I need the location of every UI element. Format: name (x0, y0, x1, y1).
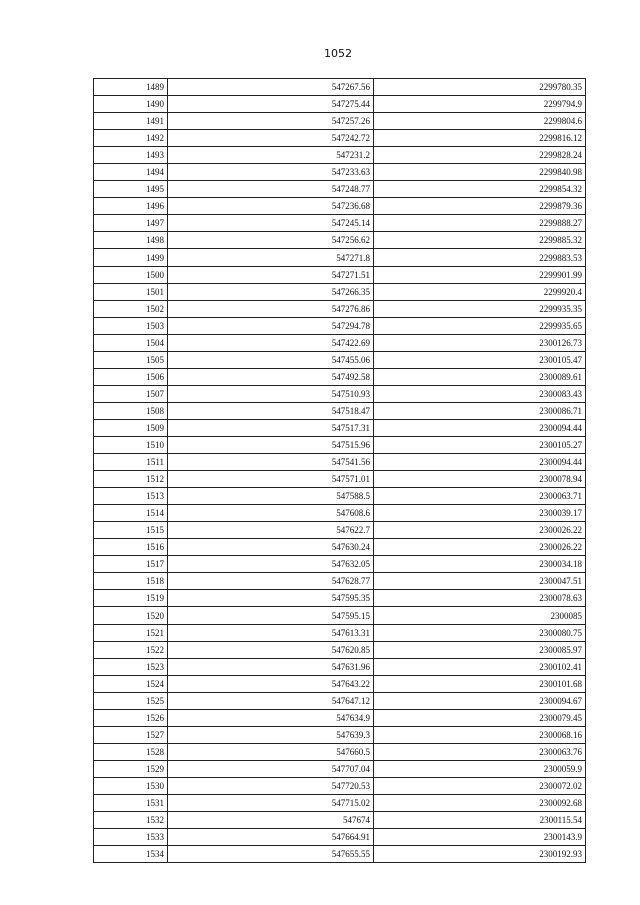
point-number-cell: 1521 (94, 624, 168, 641)
table-row (94, 113, 586, 130)
y-coordinate-cell: 2300063.71 (374, 488, 586, 505)
x-coordinate-cell: 547248.77 (168, 181, 374, 198)
table-row (94, 79, 586, 96)
y-coordinate-cell: 2300085 (374, 607, 586, 624)
x-coordinate-cell: 547608.6 (168, 505, 374, 522)
table-row (94, 368, 586, 385)
table-row (94, 215, 586, 232)
point-number-cell: 1530 (94, 777, 168, 794)
x-coordinate-cell: 547271.51 (168, 266, 374, 283)
coordinate-table (93, 78, 586, 863)
table-row (94, 436, 586, 453)
y-coordinate-cell: 2299780.35 (374, 79, 586, 96)
table-row (94, 709, 586, 726)
point-number-cell: 1500 (94, 266, 168, 283)
table-row (94, 147, 586, 164)
table-row (94, 402, 586, 419)
table-row (94, 760, 586, 777)
y-coordinate-cell: 2300115.54 (374, 812, 586, 829)
table-row (94, 794, 586, 811)
point-number-cell: 1522 (94, 641, 168, 658)
table-row (94, 607, 586, 624)
y-coordinate-cell: 2299885.32 (374, 232, 586, 249)
x-coordinate-cell: 547276.86 (168, 300, 374, 317)
point-number-cell: 1512 (94, 471, 168, 488)
table-row (94, 164, 586, 181)
y-coordinate-cell: 2300072.02 (374, 777, 586, 794)
y-coordinate-cell: 2300078.63 (374, 590, 586, 607)
table-row (94, 692, 586, 709)
table-row (94, 846, 586, 863)
point-number-cell: 1532 (94, 812, 168, 829)
point-number-cell: 1494 (94, 164, 168, 181)
x-coordinate-cell: 547720.53 (168, 777, 374, 794)
y-coordinate-cell: 2299816.12 (374, 130, 586, 147)
table-row (94, 522, 586, 539)
table-row (94, 181, 586, 198)
y-coordinate-cell: 2300092.68 (374, 794, 586, 811)
y-coordinate-cell: 2299935.35 (374, 300, 586, 317)
point-number-cell: 1519 (94, 590, 168, 607)
x-coordinate-cell: 547595.15 (168, 607, 374, 624)
table-row (94, 812, 586, 829)
point-number-cell: 1499 (94, 249, 168, 266)
x-coordinate-cell: 547630.24 (168, 539, 374, 556)
table-row (94, 624, 586, 641)
point-number-cell: 1508 (94, 402, 168, 419)
point-number-cell: 1527 (94, 726, 168, 743)
x-coordinate-cell: 547266.35 (168, 283, 374, 300)
x-coordinate-cell: 547515.96 (168, 436, 374, 453)
point-number-cell: 1523 (94, 658, 168, 675)
x-coordinate-cell: 547267.56 (168, 79, 374, 96)
x-coordinate-cell: 547588.5 (168, 488, 374, 505)
y-coordinate-cell: 2299901.99 (374, 266, 586, 283)
table-row (94, 300, 586, 317)
x-coordinate-cell: 547631.96 (168, 658, 374, 675)
table-row (94, 334, 586, 351)
point-number-cell: 1496 (94, 198, 168, 215)
x-coordinate-cell: 547655.55 (168, 846, 374, 863)
point-number-cell: 1489 (94, 79, 168, 96)
point-number-cell: 1515 (94, 522, 168, 539)
y-coordinate-cell: 2300192.93 (374, 846, 586, 863)
x-coordinate-cell: 547236.68 (168, 198, 374, 215)
table-row (94, 539, 586, 556)
y-coordinate-cell: 2300105.27 (374, 436, 586, 453)
x-coordinate-cell: 547492.58 (168, 368, 374, 385)
x-coordinate-cell: 547518.47 (168, 402, 374, 419)
y-coordinate-cell: 2299840.98 (374, 164, 586, 181)
x-coordinate-cell: 547715.02 (168, 794, 374, 811)
x-coordinate-cell: 547634.9 (168, 709, 374, 726)
x-coordinate-cell: 547233.63 (168, 164, 374, 181)
point-number-cell: 1517 (94, 556, 168, 573)
y-coordinate-cell: 2300063.76 (374, 743, 586, 760)
point-number-cell: 1492 (94, 130, 168, 147)
table-row (94, 317, 586, 334)
table-row (94, 385, 586, 402)
point-number-cell: 1520 (94, 607, 168, 624)
point-number-cell: 1511 (94, 454, 168, 471)
x-coordinate-cell: 547613.31 (168, 624, 374, 641)
y-coordinate-cell: 2300068.16 (374, 726, 586, 743)
y-coordinate-cell: 2300047.51 (374, 573, 586, 590)
y-coordinate-cell: 2300101.68 (374, 675, 586, 692)
y-coordinate-cell: 2300086.71 (374, 402, 586, 419)
x-coordinate-cell: 547622.7 (168, 522, 374, 539)
y-coordinate-cell: 2299804.6 (374, 113, 586, 130)
y-coordinate-cell: 2300094.67 (374, 692, 586, 709)
x-coordinate-cell: 547256.62 (168, 232, 374, 249)
y-coordinate-cell: 2300105.47 (374, 351, 586, 368)
y-coordinate-cell: 2300059.9 (374, 760, 586, 777)
table-row (94, 266, 586, 283)
point-number-cell: 1513 (94, 488, 168, 505)
y-coordinate-cell: 2300026.22 (374, 522, 586, 539)
point-number-cell: 1526 (94, 709, 168, 726)
y-coordinate-cell: 2300034.18 (374, 556, 586, 573)
point-number-cell: 1518 (94, 573, 168, 590)
point-number-cell: 1498 (94, 232, 168, 249)
table-row (94, 573, 586, 590)
table-row (94, 198, 586, 215)
y-coordinate-cell: 2300094.44 (374, 419, 586, 436)
point-number-cell: 1528 (94, 743, 168, 760)
x-coordinate-cell: 547257.26 (168, 113, 374, 130)
x-coordinate-cell: 547242.72 (168, 130, 374, 147)
point-number-cell: 1504 (94, 334, 168, 351)
table-row (94, 419, 586, 436)
point-number-cell: 1491 (94, 113, 168, 130)
x-coordinate-cell: 547628.77 (168, 573, 374, 590)
x-coordinate-cell: 547660.5 (168, 743, 374, 760)
y-coordinate-cell: 2299794.9 (374, 96, 586, 113)
point-number-cell: 1495 (94, 181, 168, 198)
point-number-cell: 1509 (94, 419, 168, 436)
table-row (94, 505, 586, 522)
table-row (94, 777, 586, 794)
table-row (94, 471, 586, 488)
point-number-cell: 1506 (94, 368, 168, 385)
table-row (94, 829, 586, 846)
point-number-cell: 1490 (94, 96, 168, 113)
x-coordinate-cell: 547707.04 (168, 760, 374, 777)
y-coordinate-cell: 2299888.27 (374, 215, 586, 232)
x-coordinate-cell: 547294.78 (168, 317, 374, 334)
table-row (94, 96, 586, 113)
point-number-cell: 1534 (94, 846, 168, 863)
table-row (94, 726, 586, 743)
point-number-cell: 1502 (94, 300, 168, 317)
y-coordinate-cell: 2299935.65 (374, 317, 586, 334)
table-row (94, 283, 586, 300)
point-number-cell: 1525 (94, 692, 168, 709)
x-coordinate-cell: 547620.85 (168, 641, 374, 658)
table-row (94, 249, 586, 266)
table-row (94, 556, 586, 573)
x-coordinate-cell: 547271.8 (168, 249, 374, 266)
y-coordinate-cell: 2299920.4 (374, 283, 586, 300)
y-coordinate-cell: 2300089.61 (374, 368, 586, 385)
table-row (94, 658, 586, 675)
y-coordinate-cell: 2300126.73 (374, 334, 586, 351)
x-coordinate-cell: 547595.35 (168, 590, 374, 607)
x-coordinate-cell: 547231.2 (168, 147, 374, 164)
point-number-cell: 1516 (94, 539, 168, 556)
point-number-cell: 1531 (94, 794, 168, 811)
coordinate-table-body (94, 79, 586, 863)
x-coordinate-cell: 547674 (168, 812, 374, 829)
x-coordinate-cell: 547664.91 (168, 829, 374, 846)
y-coordinate-cell: 2300102.41 (374, 658, 586, 675)
table-row (94, 675, 586, 692)
table-row (94, 232, 586, 249)
y-coordinate-cell: 2299883.53 (374, 249, 586, 266)
point-number-cell: 1529 (94, 760, 168, 777)
table-row (94, 130, 586, 147)
x-coordinate-cell: 547541.56 (168, 454, 374, 471)
x-coordinate-cell: 547422.69 (168, 334, 374, 351)
y-coordinate-cell: 2299828.24 (374, 147, 586, 164)
point-number-cell: 1514 (94, 505, 168, 522)
x-coordinate-cell: 547632.05 (168, 556, 374, 573)
table-row (94, 590, 586, 607)
table-row (94, 351, 586, 368)
point-number-cell: 1505 (94, 351, 168, 368)
point-number-cell: 1493 (94, 147, 168, 164)
point-number-cell: 1510 (94, 436, 168, 453)
x-coordinate-cell: 547517.31 (168, 419, 374, 436)
y-coordinate-cell: 2300094.44 (374, 454, 586, 471)
y-coordinate-cell: 2300079.45 (374, 709, 586, 726)
y-coordinate-cell: 2300078.94 (374, 471, 586, 488)
point-number-cell: 1524 (94, 675, 168, 692)
y-coordinate-cell: 2300026.22 (374, 539, 586, 556)
y-coordinate-cell: 2299854.32 (374, 181, 586, 198)
x-coordinate-cell: 547245.14 (168, 215, 374, 232)
y-coordinate-cell: 2300083.43 (374, 385, 586, 402)
x-coordinate-cell: 547275.44 (168, 96, 374, 113)
y-coordinate-cell: 2299879.36 (374, 198, 586, 215)
table-row (94, 743, 586, 760)
x-coordinate-cell: 547647.12 (168, 692, 374, 709)
point-number-cell: 1533 (94, 829, 168, 846)
point-number-cell: 1507 (94, 385, 168, 402)
point-number-cell: 1497 (94, 215, 168, 232)
y-coordinate-cell: 2300085.97 (374, 641, 586, 658)
y-coordinate-cell: 2300143.9 (374, 829, 586, 846)
point-number-cell: 1501 (94, 283, 168, 300)
x-coordinate-cell: 547643.22 (168, 675, 374, 692)
table-row (94, 454, 586, 471)
table-row (94, 488, 586, 505)
x-coordinate-cell: 547639.3 (168, 726, 374, 743)
x-coordinate-cell: 547571.01 (168, 471, 374, 488)
page-number: 1052 (324, 47, 352, 60)
y-coordinate-cell: 2300039.17 (374, 505, 586, 522)
x-coordinate-cell: 547510.93 (168, 385, 374, 402)
table-row (94, 641, 586, 658)
point-number-cell: 1503 (94, 317, 168, 334)
y-coordinate-cell: 2300080.75 (374, 624, 586, 641)
x-coordinate-cell: 547455.06 (168, 351, 374, 368)
